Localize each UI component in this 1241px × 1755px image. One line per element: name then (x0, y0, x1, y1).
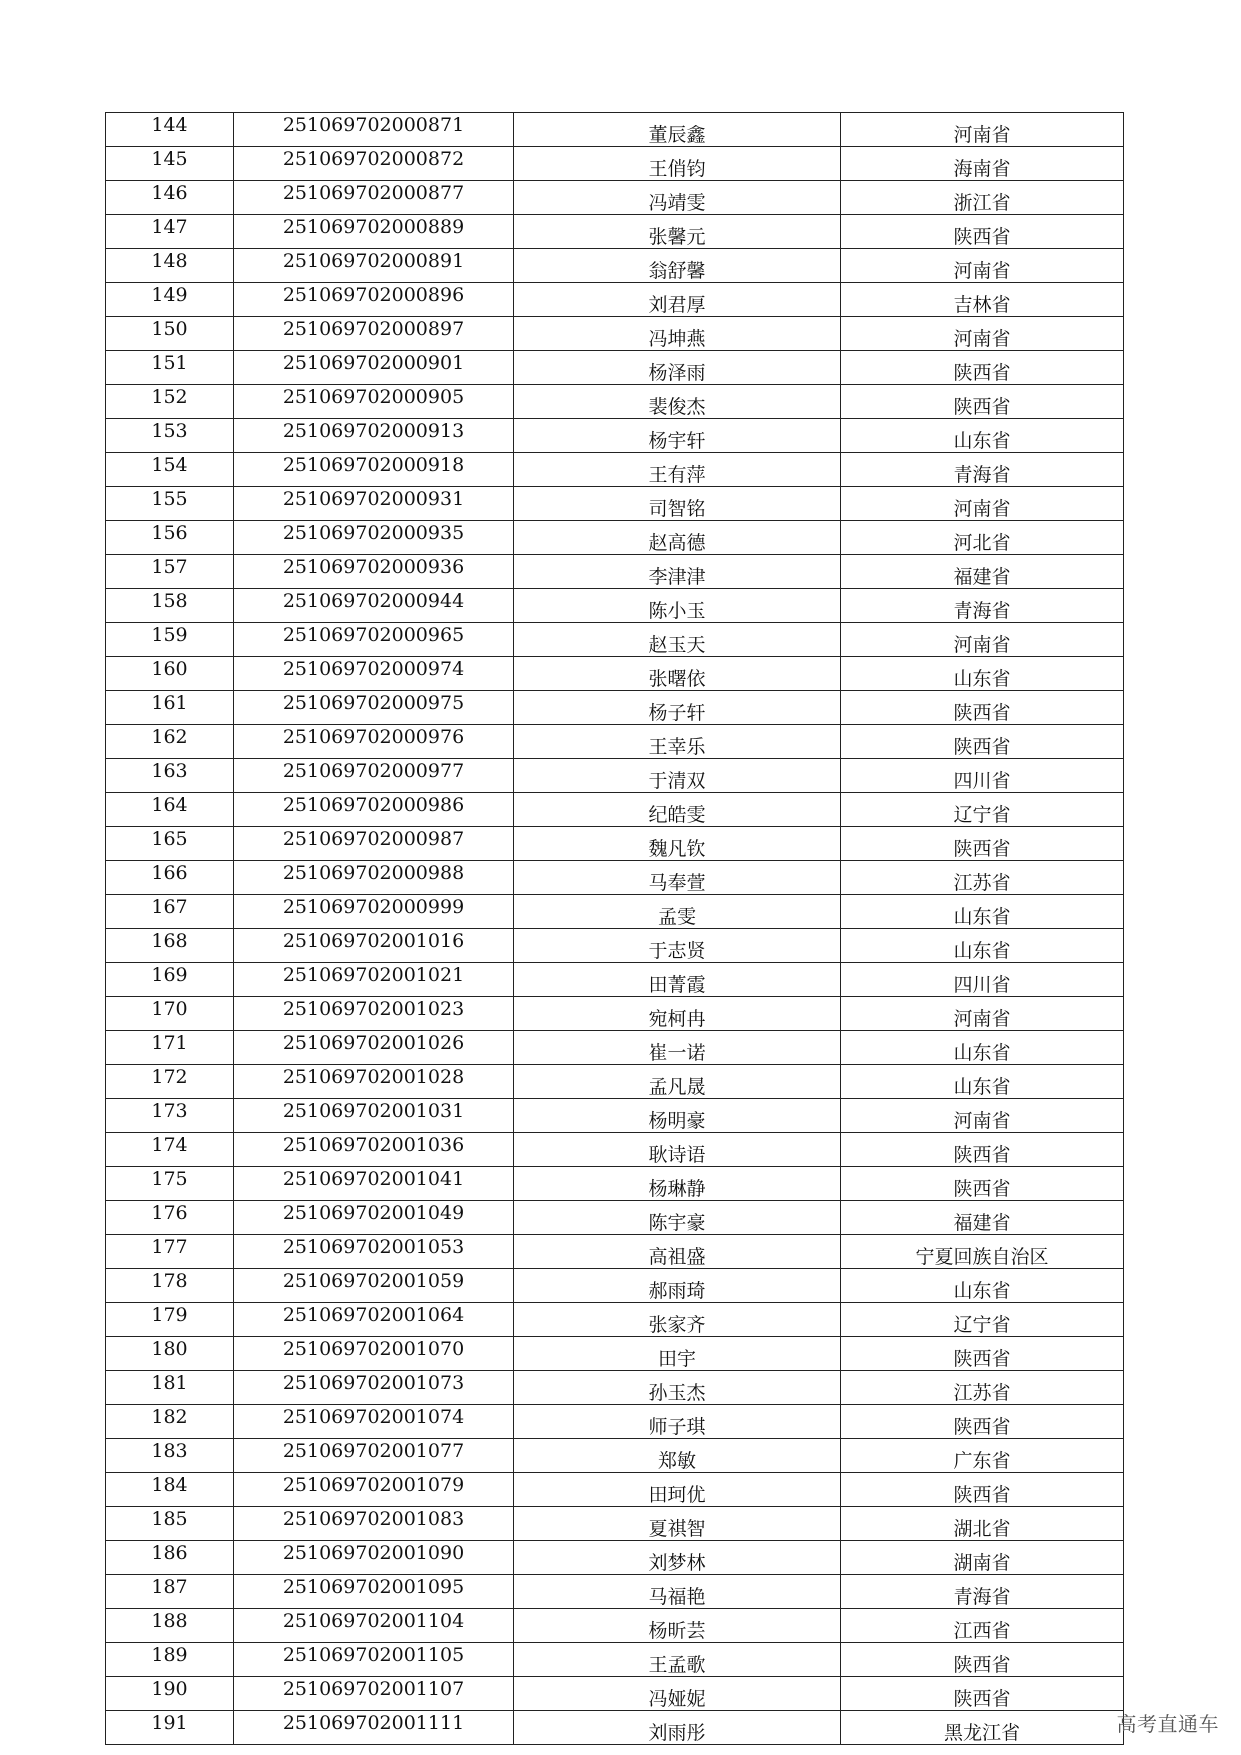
row-number-cell: 146 (106, 181, 234, 215)
student-name-cell: 于清双 (514, 759, 841, 793)
province-cell: 湖北省 (841, 1507, 1124, 1541)
province-cell: 福建省 (841, 1201, 1124, 1235)
exam-id-cell: 251069702000987 (234, 827, 514, 861)
exam-id-cell: 251069702001070 (234, 1337, 514, 1371)
row-number-cell: 162 (106, 725, 234, 759)
row-number-cell: 152 (106, 385, 234, 419)
province-cell: 山东省 (841, 657, 1124, 691)
province-cell: 海南省 (841, 147, 1124, 181)
row-number-cell: 158 (106, 589, 234, 623)
exam-id-cell: 251069702000872 (234, 147, 514, 181)
exam-id-cell: 251069702001036 (234, 1133, 514, 1167)
student-name-cell: 田宇 (514, 1337, 841, 1371)
province-cell: 陕西省 (841, 1677, 1124, 1711)
student-name-cell: 田珂优 (514, 1473, 841, 1507)
table-row (106, 793, 1124, 827)
table-row (106, 385, 1124, 419)
table-row (106, 861, 1124, 895)
table-row (106, 895, 1124, 929)
table-body (106, 113, 1124, 1745)
student-name-cell: 师子琪 (514, 1405, 841, 1439)
exam-id-cell: 251069702000871 (234, 113, 514, 147)
exam-id-cell: 251069702000905 (234, 385, 514, 419)
exam-id-cell: 251069702001021 (234, 963, 514, 997)
province-cell: 河南省 (841, 623, 1124, 657)
table-row (106, 1643, 1124, 1677)
student-name-cell: 夏祺智 (514, 1507, 841, 1541)
province-cell: 辽宁省 (841, 793, 1124, 827)
student-name-cell: 翁舒馨 (514, 249, 841, 283)
table-row (106, 283, 1124, 317)
student-name-cell: 马福艳 (514, 1575, 841, 1609)
row-number-cell: 174 (106, 1133, 234, 1167)
province-cell: 河南省 (841, 249, 1124, 283)
row-number-cell: 170 (106, 997, 234, 1031)
exam-id-cell: 251069702000897 (234, 317, 514, 351)
student-name-cell: 于志贤 (514, 929, 841, 963)
table-row (106, 691, 1124, 725)
student-name-cell: 郑敏 (514, 1439, 841, 1473)
table-row (106, 419, 1124, 453)
province-cell: 陕西省 (841, 725, 1124, 759)
exam-id-cell: 251069702001083 (234, 1507, 514, 1541)
row-number-cell: 151 (106, 351, 234, 385)
province-cell: 山东省 (841, 1269, 1124, 1303)
student-name-cell: 司智铭 (514, 487, 841, 521)
student-name-cell: 陈小玉 (514, 589, 841, 623)
row-number-cell: 144 (106, 113, 234, 147)
table-row (106, 249, 1124, 283)
student-name-cell: 赵玉天 (514, 623, 841, 657)
table-row (106, 1473, 1124, 1507)
province-cell: 陕西省 (841, 1133, 1124, 1167)
table-row (106, 1167, 1124, 1201)
row-number-cell: 145 (106, 147, 234, 181)
table-row (106, 827, 1124, 861)
row-number-cell: 173 (106, 1099, 234, 1133)
exam-id-cell: 251069702001064 (234, 1303, 514, 1337)
province-cell: 河北省 (841, 521, 1124, 555)
table-row (106, 113, 1124, 147)
table-row (106, 1405, 1124, 1439)
province-cell: 青海省 (841, 453, 1124, 487)
row-number-cell: 155 (106, 487, 234, 521)
province-cell: 山东省 (841, 1065, 1124, 1099)
province-cell: 宁夏回族自治区 (841, 1235, 1124, 1269)
exam-id-cell: 251069702001031 (234, 1099, 514, 1133)
exam-id-cell: 251069702000935 (234, 521, 514, 555)
province-cell: 河南省 (841, 113, 1124, 147)
row-number-cell: 157 (106, 555, 234, 589)
table-row (106, 1677, 1124, 1711)
province-cell: 陕西省 (841, 351, 1124, 385)
province-cell: 河南省 (841, 317, 1124, 351)
province-cell: 陕西省 (841, 827, 1124, 861)
student-name-cell: 高祖盛 (514, 1235, 841, 1269)
row-number-cell: 169 (106, 963, 234, 997)
table-row (106, 147, 1124, 181)
table-row (106, 351, 1124, 385)
exam-id-cell: 251069702000891 (234, 249, 514, 283)
student-name-cell: 纪皓雯 (514, 793, 841, 827)
student-name-cell: 杨宇轩 (514, 419, 841, 453)
table-row (106, 963, 1124, 997)
exam-id-cell: 251069702001095 (234, 1575, 514, 1609)
exam-id-cell: 251069702000896 (234, 283, 514, 317)
table-row (106, 657, 1124, 691)
row-number-cell: 180 (106, 1337, 234, 1371)
row-number-cell: 149 (106, 283, 234, 317)
table-row (106, 181, 1124, 215)
row-number-cell: 160 (106, 657, 234, 691)
table-row (106, 521, 1124, 555)
row-number-cell: 153 (106, 419, 234, 453)
province-cell: 黑龙江省 (841, 1711, 1124, 1745)
student-name-cell: 王有萍 (514, 453, 841, 487)
row-number-cell: 147 (106, 215, 234, 249)
row-number-cell: 177 (106, 1235, 234, 1269)
province-cell: 陕西省 (841, 1643, 1124, 1677)
student-name-cell: 董辰鑫 (514, 113, 841, 147)
exam-id-cell: 251069702001074 (234, 1405, 514, 1439)
student-name-cell: 马奉萱 (514, 861, 841, 895)
table-row (106, 1337, 1124, 1371)
province-cell: 陕西省 (841, 385, 1124, 419)
student-name-cell: 冯坤燕 (514, 317, 841, 351)
province-cell: 陕西省 (841, 1167, 1124, 1201)
table-row (106, 589, 1124, 623)
table-row (106, 487, 1124, 521)
row-number-cell: 186 (106, 1541, 234, 1575)
province-cell: 青海省 (841, 589, 1124, 623)
row-number-cell: 181 (106, 1371, 234, 1405)
row-number-cell: 164 (106, 793, 234, 827)
province-cell: 江西省 (841, 1609, 1124, 1643)
student-name-cell: 张家齐 (514, 1303, 841, 1337)
exam-id-cell: 251069702001090 (234, 1541, 514, 1575)
exam-id-cell: 251069702000944 (234, 589, 514, 623)
row-number-cell: 175 (106, 1167, 234, 1201)
province-cell: 湖南省 (841, 1541, 1124, 1575)
row-number-cell: 189 (106, 1643, 234, 1677)
exam-id-cell: 251069702000965 (234, 623, 514, 657)
student-name-cell: 杨明豪 (514, 1099, 841, 1133)
student-name-cell: 杨琳静 (514, 1167, 841, 1201)
province-cell: 陕西省 (841, 1337, 1124, 1371)
table-row (106, 1609, 1124, 1643)
province-cell: 山东省 (841, 1031, 1124, 1065)
province-cell: 浙江省 (841, 181, 1124, 215)
table-row (106, 1031, 1124, 1065)
student-name-cell: 张馨元 (514, 215, 841, 249)
student-name-cell: 刘梦林 (514, 1541, 841, 1575)
student-name-cell: 郝雨琦 (514, 1269, 841, 1303)
exam-id-cell: 251069702000913 (234, 419, 514, 453)
student-name-cell: 冯娅妮 (514, 1677, 841, 1711)
row-number-cell: 182 (106, 1405, 234, 1439)
row-number-cell: 163 (106, 759, 234, 793)
row-number-cell: 150 (106, 317, 234, 351)
row-number-cell: 183 (106, 1439, 234, 1473)
table-row (106, 215, 1124, 249)
province-cell: 山东省 (841, 419, 1124, 453)
student-name-cell: 崔一诺 (514, 1031, 841, 1065)
student-name-cell: 耿诗语 (514, 1133, 841, 1167)
row-number-cell: 154 (106, 453, 234, 487)
exam-id-cell: 251069702001041 (234, 1167, 514, 1201)
student-name-cell: 杨昕芸 (514, 1609, 841, 1643)
province-cell: 辽宁省 (841, 1303, 1124, 1337)
student-name-cell: 冯靖雯 (514, 181, 841, 215)
student-name-cell: 孙玉杰 (514, 1371, 841, 1405)
province-cell: 四川省 (841, 759, 1124, 793)
province-cell: 江苏省 (841, 861, 1124, 895)
exam-id-cell: 251069702000931 (234, 487, 514, 521)
row-number-cell: 156 (106, 521, 234, 555)
row-number-cell: 168 (106, 929, 234, 963)
exam-id-cell: 251069702001077 (234, 1439, 514, 1473)
table-row (106, 1575, 1124, 1609)
exam-id-cell: 251069702000999 (234, 895, 514, 929)
student-name-cell: 杨泽雨 (514, 351, 841, 385)
table-row (106, 759, 1124, 793)
student-name-cell: 裴俊杰 (514, 385, 841, 419)
student-name-cell: 赵高德 (514, 521, 841, 555)
student-name-cell: 王幸乐 (514, 725, 841, 759)
student-name-cell: 王俏钧 (514, 147, 841, 181)
row-number-cell: 188 (106, 1609, 234, 1643)
province-cell: 陕西省 (841, 1473, 1124, 1507)
table-row (106, 1269, 1124, 1303)
exam-id-cell: 251069702001105 (234, 1643, 514, 1677)
student-name-cell: 孟凡晟 (514, 1065, 841, 1099)
exam-id-cell: 251069702000977 (234, 759, 514, 793)
province-cell: 陕西省 (841, 1405, 1124, 1439)
table-row (106, 1133, 1124, 1167)
province-cell: 四川省 (841, 963, 1124, 997)
exam-id-cell: 251069702001073 (234, 1371, 514, 1405)
exam-id-cell: 251069702000974 (234, 657, 514, 691)
table-row (106, 1235, 1124, 1269)
table-row (106, 555, 1124, 589)
exam-id-cell: 251069702000936 (234, 555, 514, 589)
province-cell: 陕西省 (841, 215, 1124, 249)
student-name-cell: 田菁霞 (514, 963, 841, 997)
row-number-cell: 178 (106, 1269, 234, 1303)
table-row (106, 1507, 1124, 1541)
student-name-cell: 李津津 (514, 555, 841, 589)
table-row (106, 1439, 1124, 1473)
row-number-cell: 185 (106, 1507, 234, 1541)
table-row (106, 1371, 1124, 1405)
student-name-cell: 刘雨彤 (514, 1711, 841, 1745)
exam-id-cell: 251069702000877 (234, 181, 514, 215)
row-number-cell: 191 (106, 1711, 234, 1745)
province-cell: 青海省 (841, 1575, 1124, 1609)
student-name-cell: 魏凡钦 (514, 827, 841, 861)
student-name-cell: 刘君厚 (514, 283, 841, 317)
row-number-cell: 184 (106, 1473, 234, 1507)
province-cell: 吉林省 (841, 283, 1124, 317)
province-cell: 河南省 (841, 997, 1124, 1031)
watermark-text: 高考直通车 (1116, 1712, 1219, 1736)
table-row (106, 1711, 1124, 1745)
province-cell: 陕西省 (841, 691, 1124, 725)
exam-id-cell: 251069702001053 (234, 1235, 514, 1269)
row-number-cell: 172 (106, 1065, 234, 1099)
student-name-cell: 宛柯冉 (514, 997, 841, 1031)
province-cell: 江苏省 (841, 1371, 1124, 1405)
exam-id-cell: 251069702001016 (234, 929, 514, 963)
student-name-cell: 张曙依 (514, 657, 841, 691)
exam-id-cell: 251069702000918 (234, 453, 514, 487)
exam-id-cell: 251069702001111 (234, 1711, 514, 1745)
student-list-table (105, 112, 1124, 1745)
student-name-cell: 杨子轩 (514, 691, 841, 725)
exam-id-cell: 251069702001059 (234, 1269, 514, 1303)
province-cell: 河南省 (841, 1099, 1124, 1133)
table-row (106, 1541, 1124, 1575)
table-row (106, 929, 1124, 963)
exam-id-cell: 251069702000889 (234, 215, 514, 249)
row-number-cell: 190 (106, 1677, 234, 1711)
row-number-cell: 167 (106, 895, 234, 929)
exam-id-cell: 251069702000975 (234, 691, 514, 725)
row-number-cell: 165 (106, 827, 234, 861)
student-name-cell: 王孟歌 (514, 1643, 841, 1677)
exam-id-cell: 251069702000986 (234, 793, 514, 827)
row-number-cell: 159 (106, 623, 234, 657)
student-name-cell: 孟雯 (514, 895, 841, 929)
table-row (106, 453, 1124, 487)
exam-id-cell: 251069702001107 (234, 1677, 514, 1711)
row-number-cell: 171 (106, 1031, 234, 1065)
exam-id-cell: 251069702000901 (234, 351, 514, 385)
exam-id-cell: 251069702001026 (234, 1031, 514, 1065)
table-row (106, 623, 1124, 657)
exam-id-cell: 251069702001028 (234, 1065, 514, 1099)
province-cell: 广东省 (841, 1439, 1124, 1473)
table-row (106, 1303, 1124, 1337)
exam-id-cell: 251069702001079 (234, 1473, 514, 1507)
table-row (106, 1099, 1124, 1133)
table-row (106, 725, 1124, 759)
exam-id-cell: 251069702001023 (234, 997, 514, 1031)
row-number-cell: 179 (106, 1303, 234, 1337)
row-number-cell: 161 (106, 691, 234, 725)
table-row (106, 1201, 1124, 1235)
exam-id-cell: 251069702000976 (234, 725, 514, 759)
exam-id-cell: 251069702001049 (234, 1201, 514, 1235)
province-cell: 福建省 (841, 555, 1124, 589)
exam-id-cell: 251069702001104 (234, 1609, 514, 1643)
row-number-cell: 166 (106, 861, 234, 895)
student-name-cell: 陈宇豪 (514, 1201, 841, 1235)
table-row (106, 317, 1124, 351)
province-cell: 山东省 (841, 895, 1124, 929)
table-row (106, 1065, 1124, 1099)
province-cell: 河南省 (841, 487, 1124, 521)
province-cell: 山东省 (841, 929, 1124, 963)
row-number-cell: 187 (106, 1575, 234, 1609)
table-row (106, 997, 1124, 1031)
row-number-cell: 176 (106, 1201, 234, 1235)
row-number-cell: 148 (106, 249, 234, 283)
exam-id-cell: 251069702000988 (234, 861, 514, 895)
